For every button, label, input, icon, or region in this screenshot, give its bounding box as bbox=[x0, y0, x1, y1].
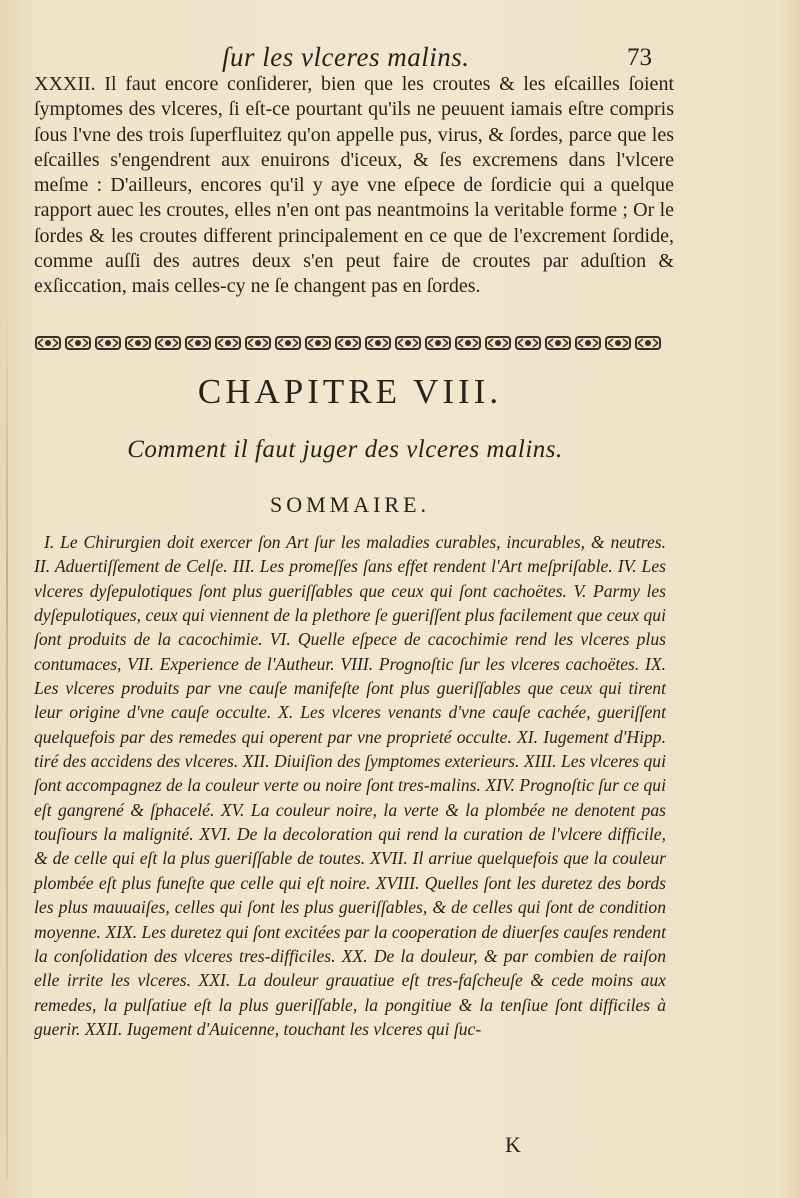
signature-mark: K bbox=[505, 1132, 521, 1157]
body-paragraph bbox=[34, 72, 674, 300]
ornament-fleuron bbox=[606, 337, 630, 349]
summary-heading: SOMMAIRE. bbox=[269, 492, 431, 517]
page-header bbox=[0, 38, 800, 72]
ornamental-rule bbox=[34, 330, 662, 356]
ornament-fleuron bbox=[366, 337, 390, 349]
ornament-fleuron bbox=[36, 337, 60, 349]
ornament-fleuron bbox=[96, 337, 120, 349]
ornament-fleuron bbox=[516, 337, 540, 349]
ornament-fleuron bbox=[576, 337, 600, 349]
chapter-title: CHAPITRE VIII. bbox=[197, 372, 503, 411]
ornament-fleuron bbox=[636, 337, 660, 349]
ornament-fleuron bbox=[276, 337, 300, 349]
ornament-fleuron bbox=[306, 337, 330, 349]
ornament-fleuron bbox=[186, 337, 210, 349]
ornament-fleuron bbox=[336, 337, 360, 349]
summary-text bbox=[34, 530, 666, 1041]
ornament-fleuron bbox=[426, 337, 450, 349]
summary-paragraph: I. Le Chirurgien doit exercer ſon Art ſur les maladies curables, incurables, & neutres. II. Aduertiſſement de Celſe. III. Les promeſſes ſans effet rendent l'Art meſpriſable. IV. Les vlceres dyſepulotiques ſont plus gueriſſables que ceux qui ſont cachoëtes. V. Parmy les dyſepulotiques, ceux qui viennent de la plethore ſe gueriſſent plus facilement que ceux qui ſont produits de la cacochimie. VI. Quelle eſpece de cacochimie rend les vlceres plus contumaces, VII. Experience de l'Autheur. VIII. Prognoſtic ſur les vlceres cachoëtes. IX. Les vlceres produits par vne cauſe manifeſte ſont plus gueriſſables que ceux qui tirent leur origine d'vne cauſe occulte. X. Les vlceres venants d'vne cauſe cachée, gueriſſent quelquefois par des remedes qui operent par vne proprieté occulte. XI. Iugement d'Hipp. tiré des accidens des vlceres. XII. Diuiſion des ſymptomes exterieurs. XIII. Les vlceres qui ſont accompagnez de la couleur verte ou noire ſont tres-malins. XIV. Prognoſtic ſur ce qui eſt gangrené & ſphacelé. XV. La couleur noire, la verte & la plombée ne denotent pas touſiours la malignité. XVI. De la decoloration qui rend la curation de l'vlcere difficile, & de celle qui eſt la plus gueriſſable de toutes. XVII. Il arriue quelquefois que la couleur plombée eſt plus funeſte que celle qui eſt noire. XVIII. Quelles ſont les duretez des bords les plus mauuaiſes, celles qui ſont les plus gueriſſables, & de celles qui ſont de condition moyenne. XIX. Les duretez qui ſont excitées par la cooperation de diuerſes cauſes rendent la conſolidation des vlceres tres-difficiles. XX. De la douleur, & par combien de raiſon elle irrite les vlceres. XXI. La douleur grauatiue eſt tres-faſcheuſe & cede moins aux remedes, la pulſatiue eſt la plus gueriſſable, la pongitiue & la tenſiue ſont difficiles à guerir. XXII. Iugement d'Auicenne, touchant les vlceres qui ſuc- bbox=[34, 532, 666, 1039]
running-head: ſur les vlceres malins. bbox=[222, 42, 470, 72]
ornament-fleuron bbox=[546, 337, 570, 349]
ornament-svg bbox=[34, 330, 662, 356]
page-edge-shadow bbox=[6, 300, 8, 1180]
ornament-fleuron bbox=[456, 337, 480, 349]
ornament-fleuron bbox=[216, 337, 240, 349]
chapter-subtitle: Comment il faut juger des vlceres malins. bbox=[127, 436, 563, 463]
ornament-fleuron bbox=[156, 337, 180, 349]
ornament-fleuron bbox=[66, 337, 90, 349]
paragraph-xxxii: XXXII. Il faut encore conſiderer, bien que les croutes & les eſcailles ſoient ſymptomes des vlceres, ſi eſt-ce pourtant qu'ils ne peuuent iamais eſtre compris ſous l'vne des trois ſuperfluitez qu'on appelle pus, virus, & ſordes, parce que les eſcailles s'engendrent aux enuirons d'iceux, & ſes excremens dans l'vlcere meſme : D'ailleurs, encores qu'il y aye vne eſpece de ſordicie qui a quelque rapport auec les croutes, elles n'en ont pas neantmoins la veritable forme ; Or le ſordes & les croutes different principalement en ce que de l'excrement ſordide, comme auſſi des autres deux s'en peut faire de croutes par aduſtion & exſiccation, mais celles-cy ne ſe changent pas en ſordes. bbox=[34, 73, 674, 298]
ornament-fleuron bbox=[126, 337, 150, 349]
ornament-fleuron bbox=[486, 337, 510, 349]
ornament-fleuron bbox=[396, 337, 420, 349]
page-number: 73 bbox=[627, 44, 652, 71]
ornament-fleuron bbox=[246, 337, 270, 349]
